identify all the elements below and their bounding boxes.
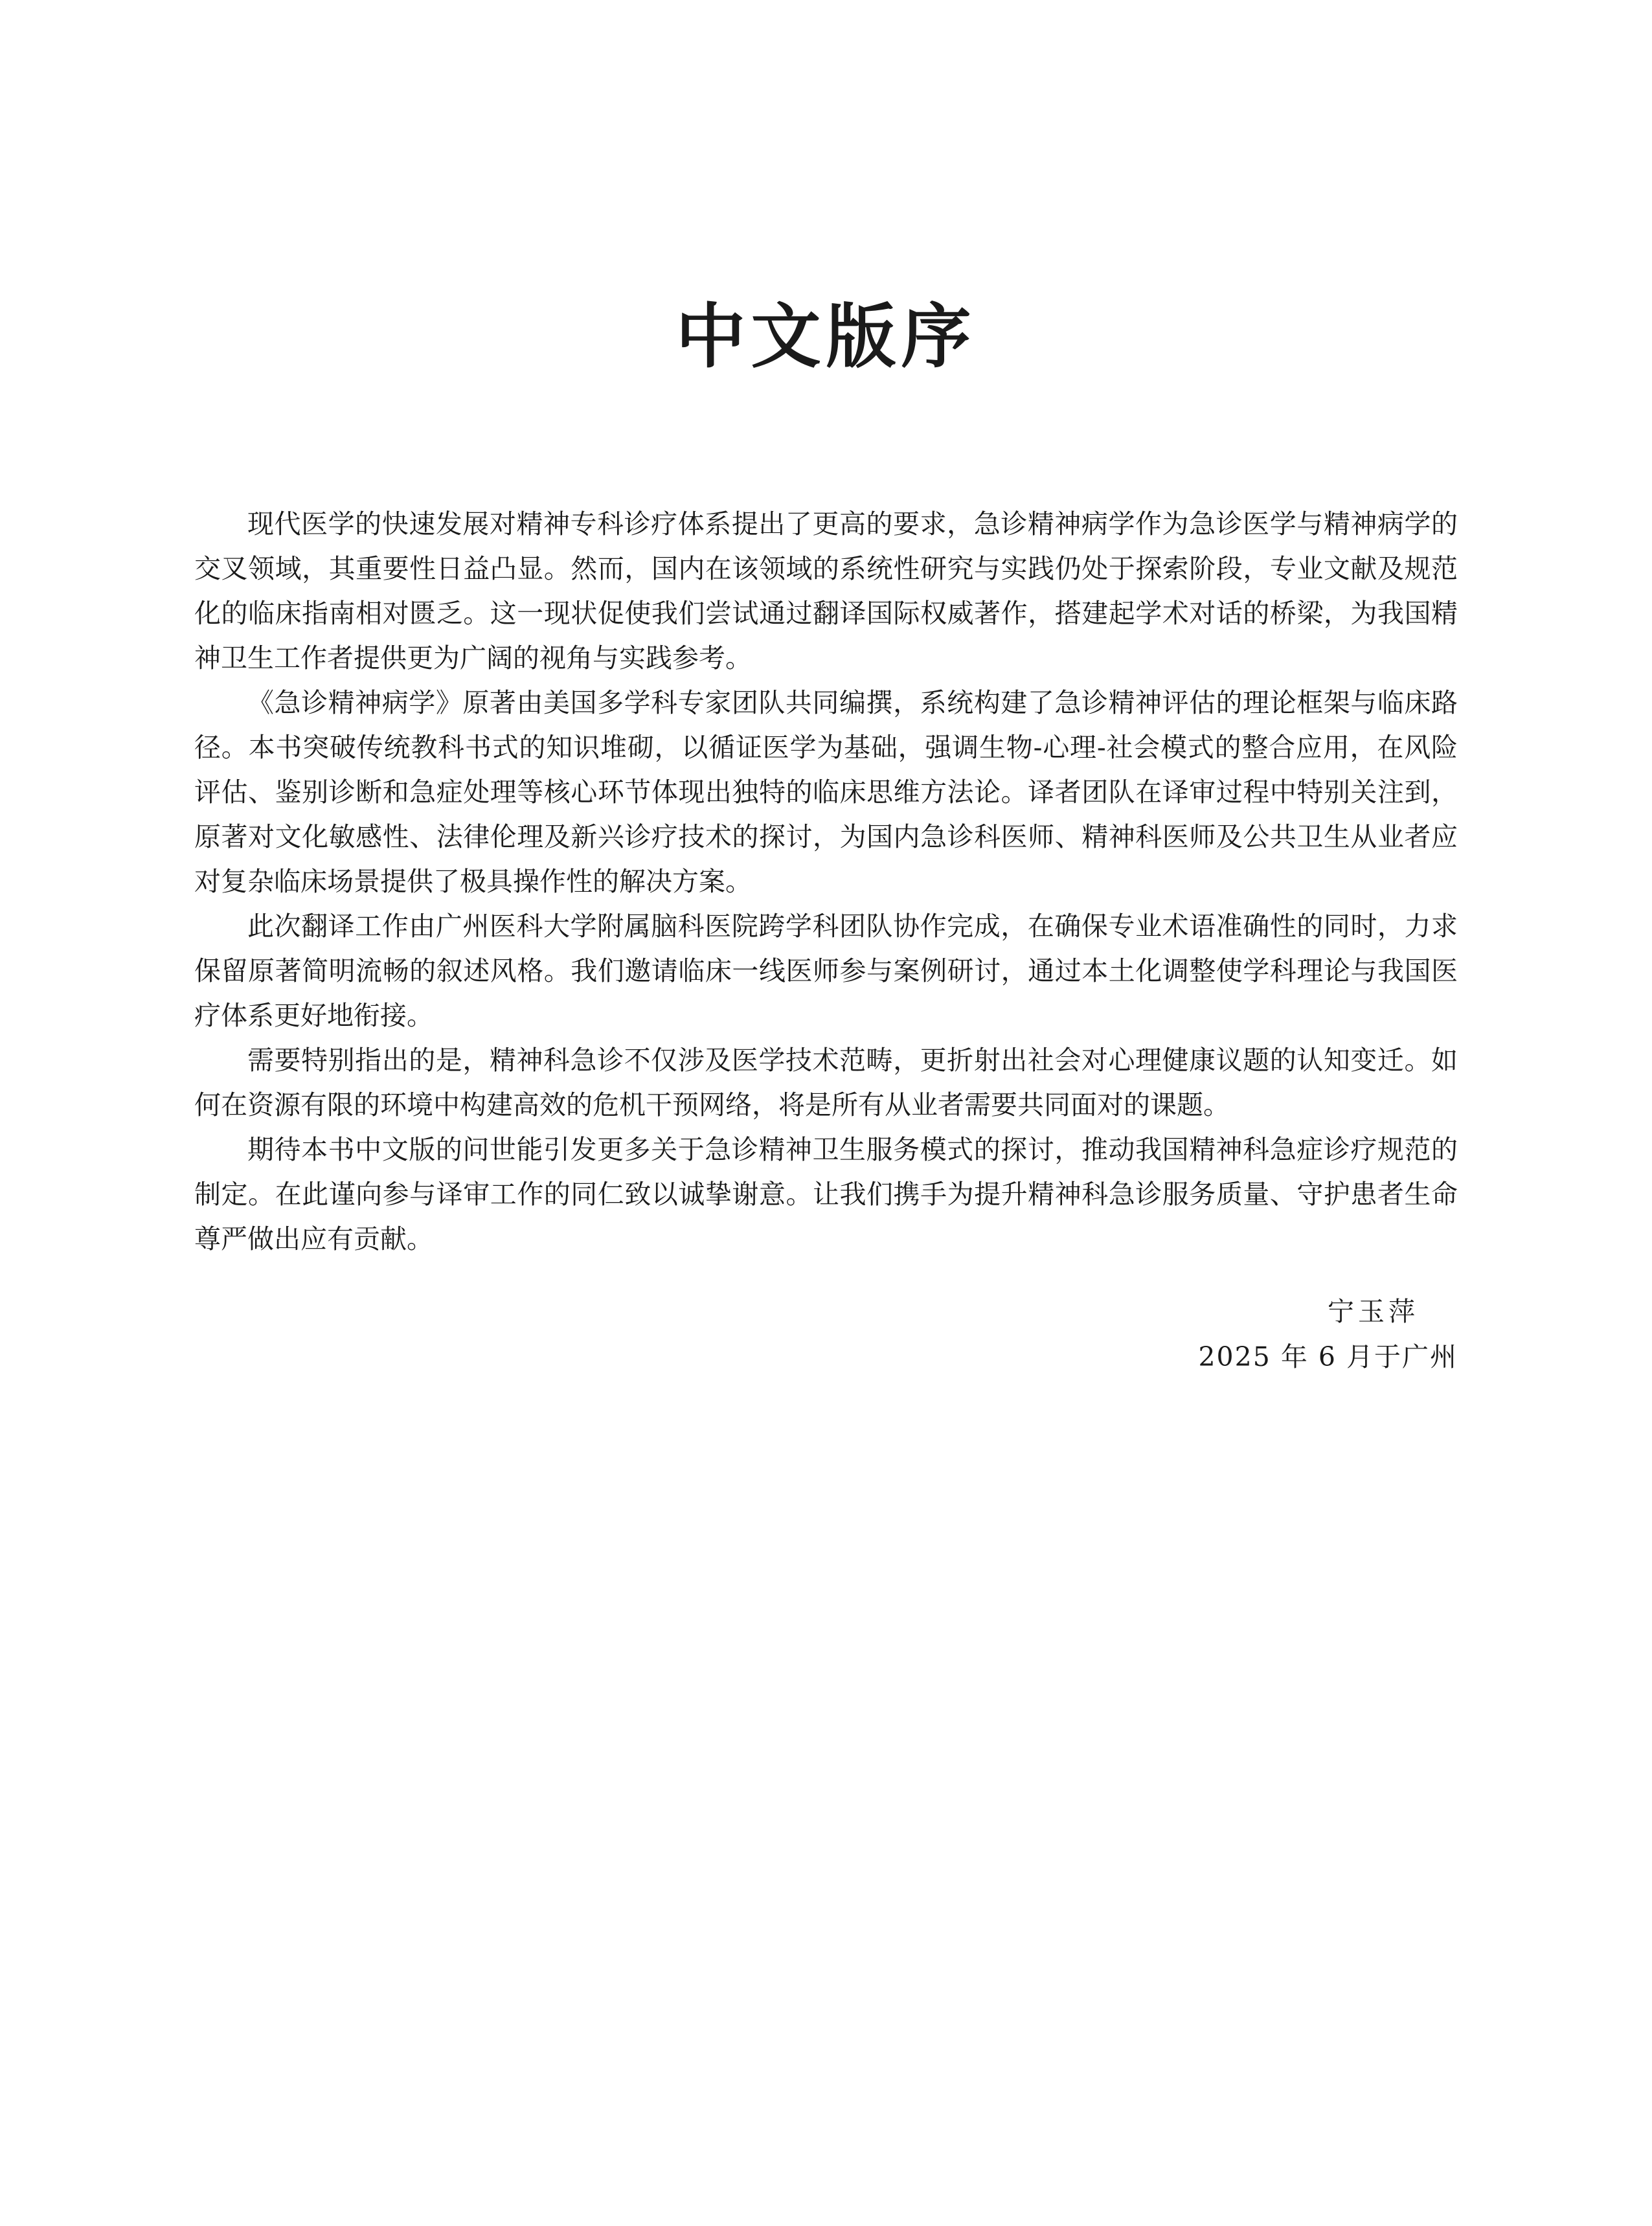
signature-block [1198,1289,1458,1380]
author-name: 宁玉萍 [1328,1296,1419,1327]
preface-body [194,502,1458,1262]
paragraph-5: 期待本书中文版的问世能引发更多关于急诊精神卫生服务模式的探讨，推动我国精神科急症诊疗规范的制定。在此谨向参与译审工作的同仁致以诚挚谢意。让我们携手为提升精神科急诊服务质量、守护患者生命尊严做出应有贡献。 [194,1134,1458,1255]
paragraph-3: 此次翻译工作由广州医科大学附属脑科医院跨学科团队协作完成，在确保专业术语准确性的同时，力求保留原著简明流畅的叙述风格。我们邀请临床一线医师参与案例研讨，通过本土化调整使学科理论与我国医疗体系更好地衔接。 [194,911,1458,1031]
paragraph-1: 现代医学的快速发展对精神专科诊疗体系提出了更高的要求，急诊精神病学作为急诊医学与精神病学的交叉领域，其重要性日益凸显。然而，国内在该领域的系统性研究与实践仍处于探索阶段，专业文献及规范化的临床指南相对匮乏。这一现状促使我们尝试通过翻译国际权威著作，搭建起学术对话的桥梁，为我国精神卫生工作者提供更为广阔的视角与实践参考。 [194,508,1458,674]
page-title: 中文版序 [675,296,977,378]
signature-date: 2025 年 6 月于广州 [1198,1341,1458,1372]
paragraph-2: 《急诊精神病学》原著由美国多学科专家团队共同编撰，系统构建了急诊精神评估的理论框架与临床路径。本书突破传统教科书式的知识堆砌，以循证医学为基础，强调生物-心理-社会模式的整合应用，在风险评估、鉴别诊断和急症处理等核心环节体现出独特的临床思维方法论。译者团队在译审过程中特别关注到，原著对文化敏感性、法律伦理及新兴诊疗技术的探讨，为国内急诊科医师、精神科医师及公共卫生从业者应对复杂临床场景提供了极具操作性的解决方案。 [194,687,1458,897]
paragraph-4: 需要特别指出的是，精神科急诊不仅涉及医学技术范畴，更折射出社会对心理健康议题的认知变迁。如何在资源有限的环境中构建高效的危机干预网络，将是所有从业者需要共同面对的课题。 [194,1045,1458,1120]
